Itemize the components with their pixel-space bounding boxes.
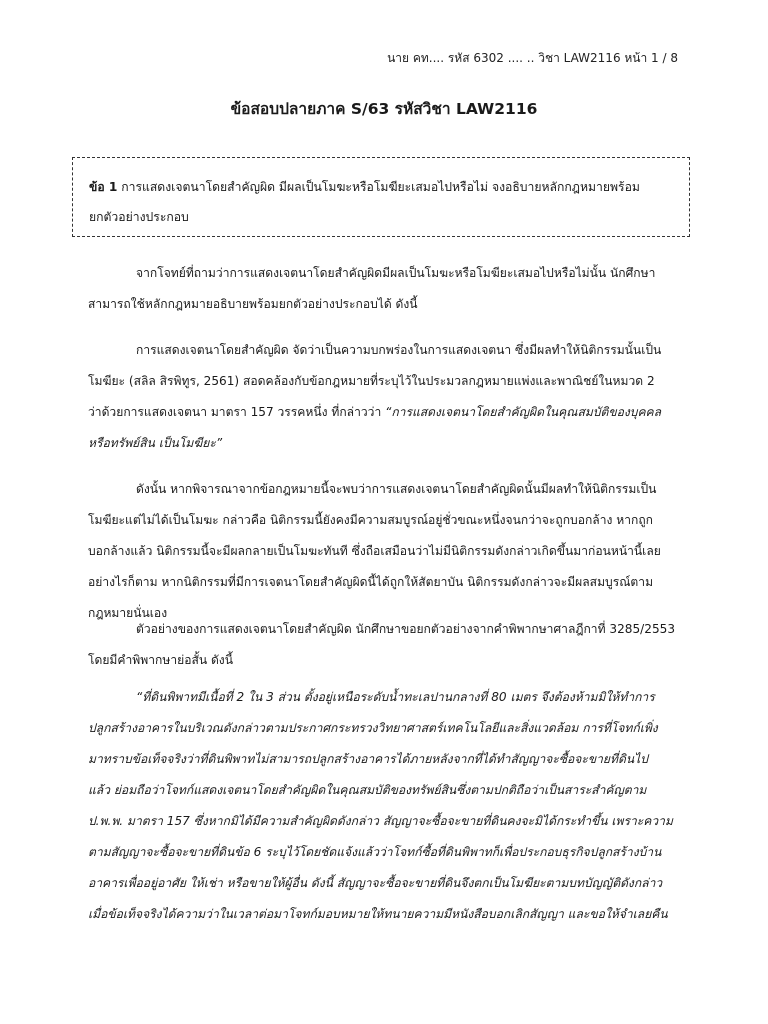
text-line: โมฆียะ (สลิล สิรพิทูร, 2561) สอดคล้องกับข้อกฎหมายที่ระบุไว้ในประมวลกฎหมายแพ่งและพาณิชย์ในหมวด 2 [88,374,655,388]
text-line: “ที่ดินพิพาทมีเนื้อที่ 2 ใน 3 ส่วน ตั้งอยู่เหนือระดับน้ำทะเลปานกลางที่ 80 เมตร จึงต้องห้ามมิให้ทำการ [136,690,655,704]
text-line: ป.พ.พ. มาตรา 157 ซึ่งหากมิได้มีความสำคัญผิดดังกล่าว สัญญาจะซื้อจะขายที่ดินคงจะมิได้กระทำขึ้น เพราะความ [88,814,673,828]
answer-paragraph-2 [88,335,686,459]
question-line-2: ยกตัวอย่างประกอบ [89,210,189,224]
court-judgment-quote [88,682,686,930]
text-line: สามารถใช้หลักกฎหมายอธิบายพร้อมยกตัวอย่างประกอบได้ ดังนี้ [88,297,418,311]
text-line: ตามสัญญาจะซื้อจะขายที่ดินข้อ 6 ระบุไว้โดยชัดแจ้งแล้วว่าโจทก์ซื้อที่ดินพิพาทก็เพื่อประกอบธุรกิจปลูกสร้างบ้าน [88,845,662,859]
text-line [88,397,686,428]
text-line: ดังนั้น หากพิจารณาจากข้อกฎหมายนี้จะพบว่าการแสดงเจตนาโดยสำคัญผิดนั้นมีผลทำให้นิติกรรมเป็น [136,482,657,496]
question-number: ข้อ 1 [89,180,118,194]
text-line: ปลูกสร้างอาคารในบริเวณดังกล่าวตามประกาศกระทรวงวิทยาศาสตร์เทคโนโลยีและสิ่งแวดล้อม การที่โจทก์เพิ่ง [88,721,658,735]
text-line: อาคารเพื่ออยู่อาศัย ให้เช่า หรือขายให้ผู้อื่น ดังนี้ สัญญาจะซื้อจะขายที่ดินจึงตกเป็นโมฆียะตามบทบัญญัติดังกล่าว [88,876,663,890]
text-line: การแสดงเจตนาโดยสำคัญผิด จัดว่าเป็นความบกพร่องในการแสดงเจตนา ซึ่งมีผลทำให้นิติกรรมนั้นเป็น [136,343,662,357]
legal-quote: “การแสดงเจตนาโดยสำคัญผิดในคุณสมบัติของบุคคล [385,405,662,419]
text-line: บอกล้างแล้ว นิติกรรมนี้จะมีผลกลายเป็นโมฆะทันที ซึ่งถือเสมือนว่าไม่มีนิติกรรมดังกล่าวเกิดขึ้นมาก่อนหน้านี้เลย [88,544,661,558]
text-line: จากโจทย์ที่ถามว่าการแสดงเจตนาโดยสำคัญผิดมีผลเป็นโมฆะหรือโมฆียะเสมอไปหรือไม่นั้น นักศึกษา [136,266,656,280]
text-line: แล้ว ย่อมถือว่าโจทก์แสดงเจตนาโดยสำคัญผิดในคุณสมบัติของทรัพย์สินซึ่งตามปกติถือว่าเป็นสาระสำคัญตาม [88,783,647,797]
text-line: อย่างไรก็ตาม หากนิติกรรมที่มีการเจตนาโดยสำคัญผิดนี้ได้ถูกให้สัตยาบัน นิติกรรมดังกล่าวจะมีผลสมบูรณ์ตาม [88,575,654,589]
answer-paragraph-1 [88,258,686,320]
page-header: นาย คท.... รหัส 6302 .... .. วิชา LAW2116 หน้า 1 / 8 [387,51,678,65]
page-title: ข้อสอบปลายภาค S/63 รหัสวิชา LAW2116 [230,100,538,118]
answer-paragraph-4 [88,614,686,676]
text-line: เมื่อข้อเท็จจริงได้ความว่าในเวลาต่อมาโจทก์มอบหมายให้ทนายความมีหนังสือบอกเลิกสัญญา และขอให้จำเลยคืน [88,907,668,921]
text-line: กฎหมายนั่นเอง [88,606,168,620]
answer-paragraph-3 [88,474,686,629]
text-line: ตัวอย่างของการแสดงเจตนาโดยสำคัญผิด นักศึกษาขอยกตัวอย่างจากคำพิพากษาศาลฎีกาที่ 3285/2553 [136,622,676,636]
text-line: มาทราบข้อเท็จจริงว่าที่ดินพิพาทไม่สามารถปลูกสร้างอาคารได้ภายหลังจากที่ได้ทำสัญญาจะซื้อจะขายที่ดินไป [88,752,648,766]
question-box [72,157,690,237]
legal-quote: หรือทรัพย์สิน เป็นโมฆียะ” [88,436,223,450]
text-line: โดยมีคำพิพากษาย่อสั้น ดังนี้ [88,653,233,667]
question-line-1 [89,172,673,202]
question-text: การแสดงเจตนาโดยสำคัญผิด มีผลเป็นโมฆะหรือโมฆียะเสมอไปหรือไม่ จงอธิบายหลักกฎหมายพร้อม [117,180,640,194]
text-segment: ว่าด้วยการแสดงเจตนา มาตรา 157 วรรคหนึ่ง ที่กล่าวว่า [88,405,386,419]
text-line: โมฆียะแต่ไม่ได้เป็นโมฆะ กล่าวคือ นิติกรรมนี้ยังคงมีความสมบูรณ์อยู่ชั่วขณะหนึ่งจนกว่าจะถูกบอกล้าง หากถูก [88,513,653,527]
